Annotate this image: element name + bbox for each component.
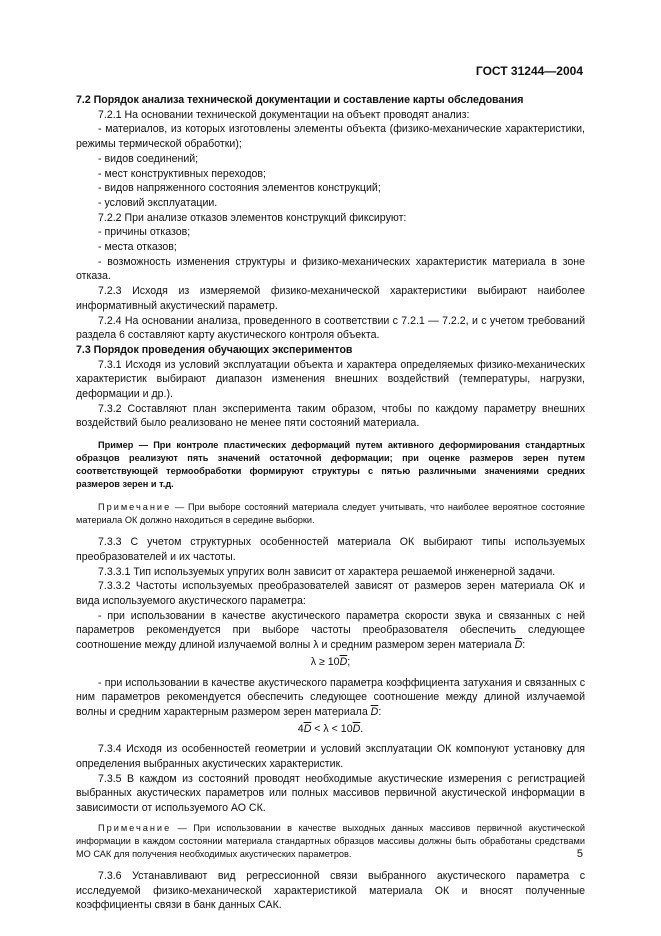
paragraph-7-3-3: 7.3.3 С учетом структурных особенностей материала ОК выбирают типы используемых преобразователей и их частоты. <box>76 536 585 563</box>
note-label: Примечание <box>98 822 172 833</box>
note-label: Примечание <box>98 502 172 513</box>
section-heading-7-3: 7.3 Порядок проведения обучающих экспериментов <box>76 343 353 356</box>
dbar-symbol: $\overline{D}$ <box>339 655 348 668</box>
section-heading-7-2: 7.2 Порядок анализа технической документации и составление карты обследования <box>76 94 524 106</box>
list-item-text: - при использовании в качестве акустического параметра коэффициента затухания и связанных с ним параметров рекомендуется обеспечить следующее соотношение между длиной излучаемой волны и средним характерным размером зерен материала <box>76 676 585 718</box>
document-code: ГОСТ 31244—2004 <box>475 64 583 78</box>
dbar-symbol: $\overline{D}$ <box>352 722 361 735</box>
formula-part: ; <box>347 655 351 668</box>
list-item: - условий эксплуатации. <box>98 196 218 209</box>
list-item: - мест конструктивных переходов; <box>98 167 266 180</box>
paragraph-7-2-3: 7.2.3 Исходя из измеряемой физико-механической характеристики выбирают наиболее информативный акустический параметр. <box>76 285 585 312</box>
list-item: - причины отказов; <box>98 226 191 239</box>
dbar-symbol: $\overline{D}$ <box>514 639 523 652</box>
document-body <box>76 93 585 913</box>
dbar-symbol: $\overline{D}$ <box>303 722 312 735</box>
paragraph-7-2-2: 7.2.2 При анализе отказов элементов конструкций фиксируют: <box>98 211 407 224</box>
paragraph-7-2-1: 7.2.1 На основании технической документации на объект проводят анализ: <box>98 108 470 121</box>
list-item: - материалов, из которых изготовлены элементы объекта (физико-механические характеристики, режимы термической обработки); <box>76 123 585 151</box>
note-text: — При использовании в качестве выходных данных массивов первичной акустической информации в каждом состоянии материала стандартных образцов массивы должны быть обработаны средствами МО САК для получения необходимых акустических параметров. <box>76 822 585 859</box>
note-1 <box>76 501 585 527</box>
list-item-text: - при использовании в качестве акустического параметра скорости звука и связанных с ней параметров рекомендуется при выборе частоты преобразователя обеспечить следующее соотношение между длиной излучаемой волны λ и средним размером зерен материала <box>76 609 585 652</box>
list-item: - места отказов; <box>98 241 177 254</box>
list-item: - при использовании в качестве акустического параметра коэффициента затухания и связанных с ним параметров рекомендуется обеспечить следующее соотношение между длиной излучаемой волны и средним характерным размером зерен материала $\overline{D}$: <box>76 676 585 718</box>
paragraph-7-3-6: 7.3.6 Устанавливают вид регрессионной связи выбранного акустического параметра с исследуемой физико-механической характеристикой материала ОК и вносят полученные коэффициенты связи в банк данных САК. <box>76 869 585 912</box>
page-number: 5 <box>576 848 583 860</box>
list-item: - возможность изменения структуры и физико-механических характеристик материала в зоне отказа. <box>76 255 585 283</box>
note-text: — При выборе состояний материала следует учитывать, что наиболее вероятное состояние материала ОК должно находиться в середине выборки. <box>76 502 585 526</box>
formula-part: 4 <box>297 722 304 735</box>
formula-2 <box>76 722 585 737</box>
paragraph-7-3-2: 7.3.2 Составляют план эксперимента таким образом, чтобы по каждому параметру внешних воздействий было реализовано не менее пяти состояний материала. <box>76 402 585 430</box>
list-item: - при использовании в качестве акустического параметра скорости звука и связанных с ней параметров рекомендуется при выборе частоты преобразователя обеспечить следующее соотношение между длиной излучаемой волны λ и средним размером зерен материала $\overline{D}$: <box>76 609 585 652</box>
paragraph-7-3-3-1: 7.3.3.1 Тип используемых упругих волн зависит от характера решаемой инженерной задачи. <box>98 565 556 578</box>
paragraph-7-3-1: 7.3.1 Исходя из условий эксплуатации объекта и характера определяемых физико-механических характеристик выбирают диапазон изменения внешних воздействий (температуры, нагрузки, деформации и др.). <box>76 358 585 401</box>
note-2 <box>76 822 585 861</box>
formula-1 <box>76 655 585 670</box>
list-item: - видов напряженного состояния элементов конструкций; <box>98 182 381 195</box>
list-item: - видов соединений; <box>98 152 199 165</box>
formula-part: < λ < 10 <box>311 722 353 735</box>
formula-part: λ ≥ 10 <box>310 655 340 668</box>
dbar-symbol: $\overline{D}$ <box>370 705 379 718</box>
paragraph-7-3-5: 7.3.5 В каждом из состояний проводят необходимые акустические измерения с регистрацией выбранных акустических параметров или полных массивов первичной акустической информации в зависимости от используемого АО СК. <box>76 772 585 815</box>
paragraph-7-3-3-2: 7.3.3.2 Частоты используемых преобразователей зависят от размеров зерен материала ОК и вида используемого акустического параметра: <box>76 580 585 607</box>
example-block: Пример — При контроле пластических деформаций путем активного деформирования стандартных образцов реализуют пять значений остаточной деформации; при оценке размеров зерен путем соответствующей термообработки формируют структуры с пятью различными значениями средних размеров зерен и т.д. <box>76 440 585 490</box>
formula-part: . <box>360 722 364 735</box>
paragraph-7-3-4: 7.3.4 Исходя из особенностей геометрии и условий эксплуатации ОК компонуют установку для определения выбранных акустических характеристик. <box>76 743 585 771</box>
paragraph-7-2-4: 7.2.4 На основании анализа, проведенного в соответствии с 7.2.1 — 7.2.2, и с учетом требований раздела 6 составляют карту акустического контроля объекта. <box>76 314 585 342</box>
